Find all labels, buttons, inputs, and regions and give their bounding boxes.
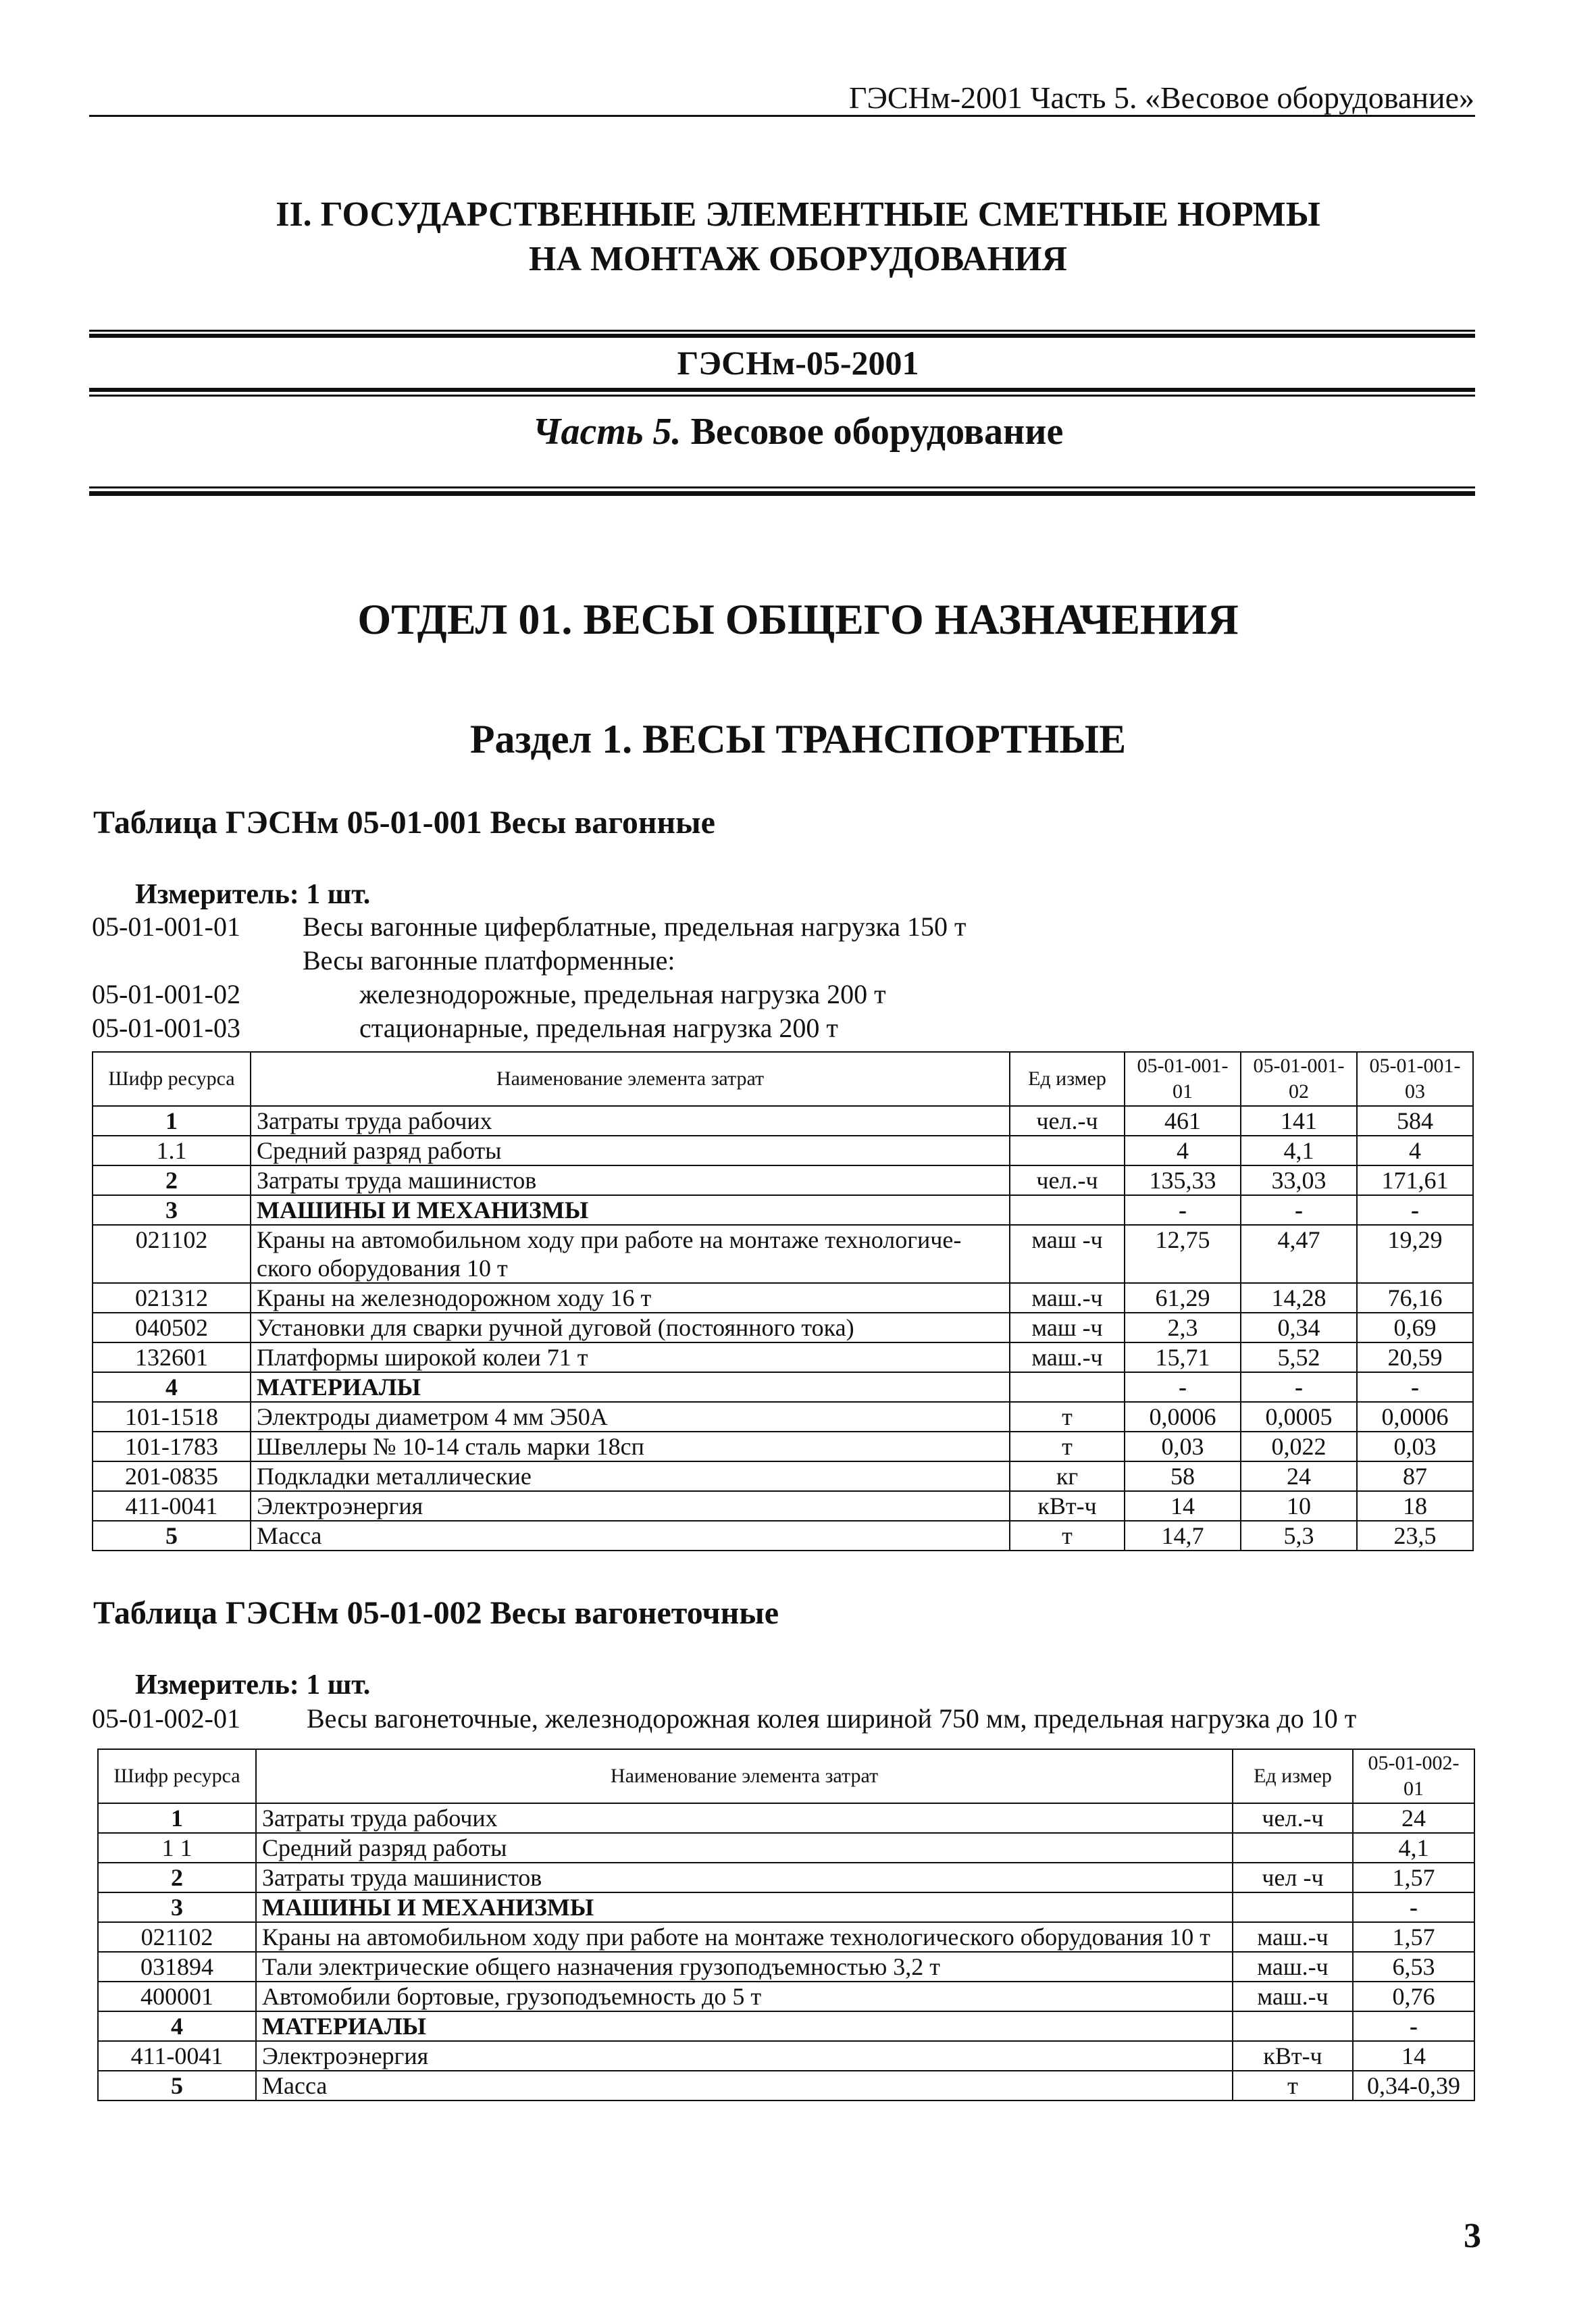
table1-header-col3: 05-01-001-03 [1357,1052,1473,1106]
cell-v3: - [1357,1195,1473,1225]
table2-body [98,1803,1474,2101]
cell-v2: 14,28 [1241,1283,1357,1313]
cell-v1: 0,34-0,39 [1353,2071,1474,2101]
cell-v1: 0,0006 [1125,1402,1241,1432]
table-row [98,1803,1474,1833]
cell-v1: - [1125,1195,1241,1225]
cell-name: Швеллеры № 10-14 сталь марки 18сп [251,1432,1010,1461]
cell-code: 2 [93,1165,251,1195]
cell-v3: 0,0006 [1357,1402,1473,1432]
cell-code: 411-0041 [98,2041,256,2071]
cell-v1: 24 [1353,1803,1474,1833]
cell-unit [1010,1372,1125,1402]
table1-item-text: железнодорожные, предельная нагрузка 200 т [359,979,886,1009]
cell-v1: - [1353,1892,1474,1922]
cell-v1: - [1125,1372,1241,1402]
running-header: ГЭСНм-2001 Часть 5. «Весовое оборудование» [848,80,1474,115]
cell-code: 021102 [98,1922,256,1952]
table-row [98,1892,1474,1922]
cell-code: 5 [98,2071,256,2101]
table-row [98,2011,1474,2041]
cell-code: 1 [93,1106,251,1136]
cell-unit: кВт-ч [1233,2041,1353,2071]
table1-measure-label: Измеритель: [135,879,299,910]
cell-name: Электроды диаметром 4 мм Э50А [251,1402,1010,1432]
table-row [93,1521,1473,1551]
cell-code: 101-1783 [93,1432,251,1461]
table-row [93,1461,1473,1491]
table1-header-code: Шифр ресурса [93,1052,251,1106]
cell-unit: т [1010,1432,1125,1461]
page-number: 3 [1464,2217,1481,2255]
table-row [93,1136,1473,1165]
cell-unit: т [1010,1521,1125,1551]
cell-v1: 0,76 [1353,1982,1474,2011]
cell-v3: 18 [1357,1491,1473,1521]
cell-v2: 4,1 [1241,1136,1357,1165]
cell-unit: маш.-ч [1233,1922,1353,1952]
table2-item-text: Весы вагонеточные, железнодорожная колея шириной 750 мм, предельная нагрузка до 10 т [307,1703,1357,1734]
cell-v3: 584 [1357,1106,1473,1136]
table-row [98,2071,1474,2101]
cell-v3: 4 [1357,1136,1473,1165]
table1-header-unit: Ед измер [1010,1052,1125,1106]
cell-unit: т [1233,2071,1353,2101]
table2-measure [135,1669,370,1701]
cell-v2: - [1241,1372,1357,1402]
department-title: ОТДЕЛ 01. ВЕСЫ ОБЩЕГО НАЗНАЧЕНИЯ [357,595,1239,643]
rule-bot-1 [89,486,1475,488]
cell-unit [1010,1136,1125,1165]
cell-v1: 4,1 [1353,1833,1474,1863]
table2-header-name: Наименование элемента затрат [256,1749,1233,1803]
table1 [92,1051,1474,1551]
cell-code: 2 [98,1863,256,1892]
cell-unit [1233,1892,1353,1922]
table-row [98,2041,1474,2071]
cell-unit: маш.-ч [1010,1283,1125,1313]
cell-code: 3 [98,1892,256,1922]
cell-v2: 0,022 [1241,1432,1357,1461]
part-name: Весовое оборудование [690,411,1064,453]
table-row [93,1225,1473,1283]
rule-top-2 [89,334,1475,338]
part-title [0,410,1596,453]
cell-name: Затраты труда машинистов [251,1165,1010,1195]
cell-unit: чел -ч [1233,1863,1353,1892]
cell-v2: 33,03 [1241,1165,1357,1195]
cell-v1: 461 [1125,1106,1241,1136]
table1-item-text: Весы вагонные платформенные: [303,945,675,976]
main-title [0,193,1596,282]
cell-code: 021312 [93,1283,251,1313]
cell-code: 031894 [98,1952,256,1982]
cell-unit: чел.-ч [1233,1803,1353,1833]
table2-measure-value: 1 шт. [306,1669,371,1701]
table1-item-text: стационарные, предельная нагрузка 200 т [359,1013,838,1043]
cell-code: 411-0041 [93,1491,251,1521]
rule-mid-1 [89,388,1475,392]
cell-name: Затраты труда рабочих [251,1106,1010,1136]
cell-name: Краны на автомобильном ходу при работе на монтаже технологиче-ского оборудования 10 т [251,1225,1010,1283]
cell-code: 132601 [93,1342,251,1372]
table-row [93,1106,1473,1136]
cell-name: МАШИНЫ И МЕХАНИЗМЫ [251,1195,1010,1225]
table-row [98,1833,1474,1863]
table1-item-code: 05-01-001-03 [92,1013,240,1043]
rule-mid-2 [89,395,1475,397]
cell-code: 400001 [98,1982,256,2011]
cell-v1: 1,57 [1353,1863,1474,1892]
table-row [93,1432,1473,1461]
cell-v3: 20,59 [1357,1342,1473,1372]
cell-name: Электроэнергия [251,1491,1010,1521]
table-row [98,1863,1474,1892]
cell-v2: 0,0005 [1241,1402,1357,1432]
table-row [98,1922,1474,1952]
table1-measure [135,878,370,911]
table2-item-code: 05-01-002-01 [92,1703,240,1734]
main-title-line2: НА МОНТАЖ ОБОРУДОВАНИЯ [529,240,1067,278]
cell-unit: чел.-ч [1010,1165,1125,1195]
cell-name: Платформы широкой колеи 71 т [251,1342,1010,1372]
cell-v3: 19,29 [1357,1225,1473,1283]
cell-v3: 23,5 [1357,1521,1473,1551]
table1-header-name: Наименование элемента затрат [251,1052,1010,1106]
cell-v1: 4 [1125,1136,1241,1165]
cell-v1: 6,53 [1353,1952,1474,1982]
cell-unit: маш.-ч [1010,1342,1125,1372]
cell-name: Установки для сварки ручной дуговой (постоянного тока) [251,1313,1010,1342]
cell-v2: 5,52 [1241,1342,1357,1372]
cell-code: 1 [98,1803,256,1833]
norm-code: ГЭСНм-05-2001 [677,344,919,382]
cell-name: Краны на железнодорожном ходу 16 т [251,1283,1010,1313]
cell-name: Масса [251,1521,1010,1551]
table2 [97,1749,1475,2101]
cell-name: Масса [256,2071,1233,2101]
table-row [93,1195,1473,1225]
table-row [93,1342,1473,1372]
cell-unit: кг [1010,1461,1125,1491]
cell-v2: 24 [1241,1461,1357,1491]
cell-v1: 61,29 [1125,1283,1241,1313]
table1-item-code: 05-01-001-02 [92,979,240,1009]
cell-v2: 141 [1241,1106,1357,1136]
table-row [93,1402,1473,1432]
cell-v2: 4,47 [1241,1225,1357,1283]
table1-header-col1: 05-01-001-01 [1125,1052,1241,1106]
cell-code: 101-1518 [93,1402,251,1432]
cell-v1: 58 [1125,1461,1241,1491]
cell-v3: 87 [1357,1461,1473,1491]
table-row [93,1283,1473,1313]
cell-v1: 14 [1125,1491,1241,1521]
cell-v1: 0,03 [1125,1432,1241,1461]
cell-v2: 10 [1241,1491,1357,1521]
main-title-line1: II. ГОСУДАРСТВЕННЫЕ ЭЛЕМЕНТНЫЕ СМЕТНЫЕ НОРМЫ [276,195,1320,234]
table2-header-code: Шифр ресурса [98,1749,256,1803]
table1-measure-value: 1 шт. [306,879,371,910]
cell-unit: кВт-ч [1010,1491,1125,1521]
cell-unit [1010,1195,1125,1225]
table-row [93,1165,1473,1195]
table2-header-unit: Ед измер [1233,1749,1353,1803]
table1-item-text: Весы вагонные циферблатные, предельная нагрузка 150 т [303,911,967,942]
cell-v3: - [1357,1372,1473,1402]
cell-v3: 171,61 [1357,1165,1473,1195]
cell-v1: 14 [1353,2041,1474,2071]
cell-unit [1233,1833,1353,1863]
cell-v2: 5,3 [1241,1521,1357,1551]
cell-code: 4 [93,1372,251,1402]
cell-name: Электроэнергия [256,2041,1233,2071]
cell-name: Тали электрические общего назначения грузоподъемностью 3,2 т [256,1952,1233,1982]
cell-v2: - [1241,1195,1357,1225]
cell-v3: 76,16 [1357,1283,1473,1313]
cell-v2: 0,34 [1241,1313,1357,1342]
cell-name: Автомобили бортовые, грузоподъемность до 5 т [256,1982,1233,2011]
rule-top-1 [89,330,1475,332]
cell-v3: 0,03 [1357,1432,1473,1461]
cell-unit: маш.-ч [1233,1952,1353,1982]
table-row [98,1982,1474,2011]
rule-bot-2 [89,491,1475,496]
cell-code: 1 1 [98,1833,256,1863]
cell-unit: маш.-ч [1233,1982,1353,2011]
cell-name: МАТЕРИАЛЫ [251,1372,1010,1402]
cell-code: 1.1 [93,1136,251,1165]
section-title: Раздел 1. ВЕСЫ ТРАНСПОРТНЫЕ [469,717,1127,761]
cell-v1: 135,33 [1125,1165,1241,1195]
cell-v3: 0,69 [1357,1313,1473,1342]
cell-unit: маш -ч [1010,1313,1125,1342]
part-label: Часть 5. [532,411,681,453]
cell-name: Средний разряд работы [256,1833,1233,1863]
table1-item-code: 05-01-001-01 [92,911,240,942]
cell-code: 3 [93,1195,251,1225]
table1-header-col2: 05-01-001-02 [1241,1052,1357,1106]
cell-code: 040502 [93,1313,251,1342]
table1-body [93,1106,1473,1551]
table2-measure-label: Измеритель: [135,1669,299,1701]
cell-code: 4 [98,2011,256,2041]
cell-name: МАШИНЫ И МЕХАНИЗМЫ [256,1892,1233,1922]
cell-code: 021102 [93,1225,251,1283]
cell-unit: т [1010,1402,1125,1432]
cell-name: Затраты труда машинистов [256,1863,1233,1892]
cell-name: Средний разряд работы [251,1136,1010,1165]
cell-name: Краны на автомобильном ходу при работе на монтаже технологического оборудования 10 т [256,1922,1233,1952]
cell-code: 201-0835 [93,1461,251,1491]
table-row [93,1372,1473,1402]
cell-v1: 12,75 [1125,1225,1241,1283]
cell-v1: 1,57 [1353,1922,1474,1952]
table-row [93,1313,1473,1342]
cell-v1: 15,71 [1125,1342,1241,1372]
cell-name: Подкладки металлические [251,1461,1010,1491]
table-row [93,1491,1473,1521]
table2-title: Таблица ГЭСНм 05-01-002 Весы вагонеточные [93,1595,779,1631]
cell-name: МАТЕРИАЛЫ [256,2011,1233,2041]
header-rule [89,115,1475,117]
table-row [98,1952,1474,1982]
cell-v1: 2,3 [1125,1313,1241,1342]
table2-header-col1: 05-01-002-01 [1353,1749,1474,1803]
cell-v1: 14,7 [1125,1521,1241,1551]
cell-unit [1233,2011,1353,2041]
cell-unit: маш -ч [1010,1225,1125,1283]
table1-title: Таблица ГЭСНм 05-01-001 Весы вагонные [93,805,715,840]
cell-v1: - [1353,2011,1474,2041]
cell-name: Затраты труда рабочих [256,1803,1233,1833]
cell-unit: чел.-ч [1010,1106,1125,1136]
cell-code: 5 [93,1521,251,1551]
